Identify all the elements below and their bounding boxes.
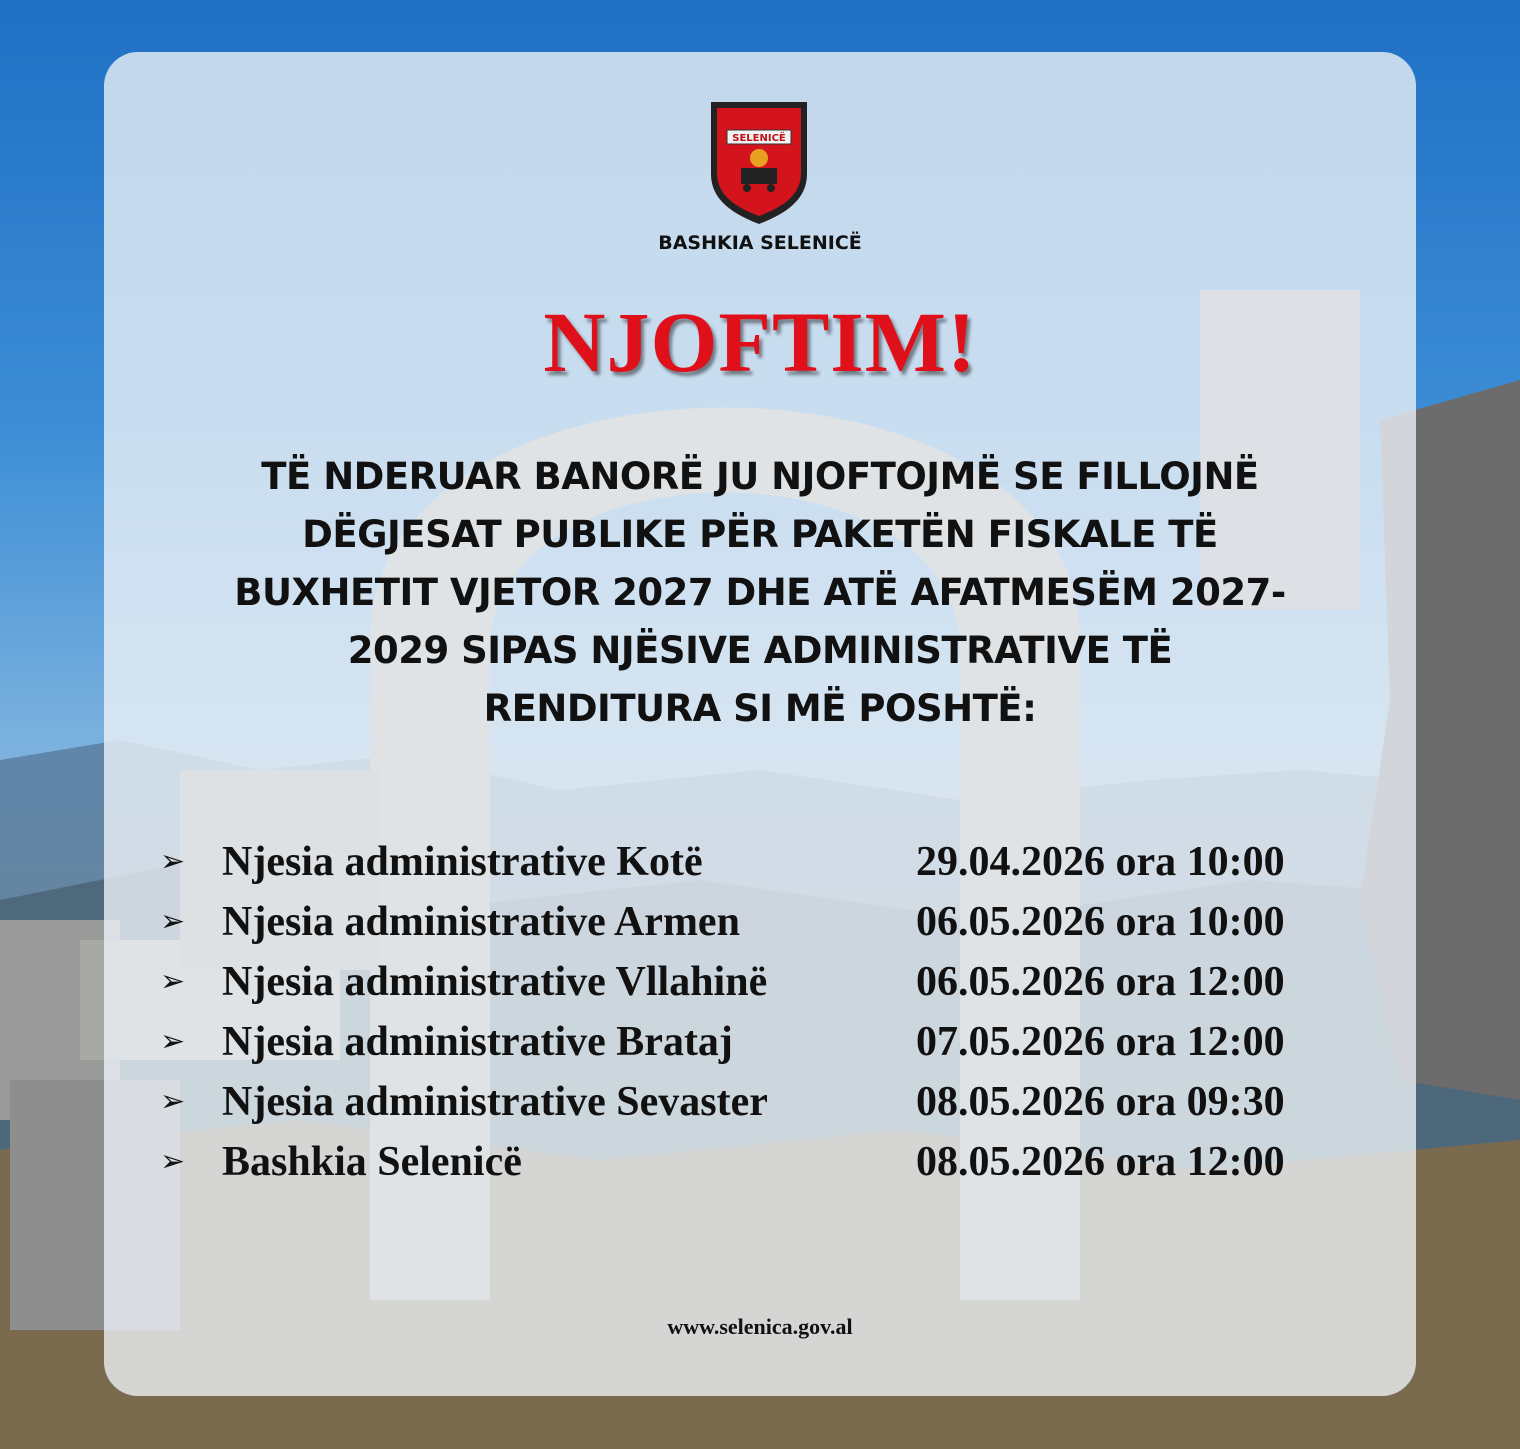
schedule-item	[160, 1072, 1380, 1132]
schedule-datetime: 06.05.2026 ora 12:00	[916, 959, 1285, 1005]
arrow-bullet-icon: ➢	[160, 1024, 186, 1059]
logo-text: SELENICË	[732, 133, 786, 144]
arrow-bullet-icon: ➢	[160, 844, 186, 879]
intro-line: 2029 SIPAS NJËSIVE ADMINISTRATIVE TË	[347, 629, 1173, 672]
intro-line: TË NDERUAR BANORË JU NJOFTOJMË SE FILLOJNË	[261, 455, 1259, 498]
schedule-item	[160, 1132, 1380, 1192]
schedule-item	[160, 892, 1380, 952]
arrow-bullet-icon: ➢	[160, 904, 186, 939]
schedule-unit: Njesia administrative Kotë	[222, 839, 703, 885]
schedule-item	[160, 832, 1380, 892]
schedule-unit: Njesia administrative Vllahinë	[222, 959, 768, 1005]
schedule-unit: Njesia administrative Brataj	[222, 1019, 733, 1065]
intro-line: RENDITURA SI MË POSHTË:	[483, 687, 1037, 730]
arrow-bullet-icon: ➢	[160, 964, 186, 999]
schedule-unit: Njesia administrative Armen	[222, 899, 740, 945]
schedule-item	[160, 1012, 1380, 1072]
schedule-unit: Njesia administrative Sevaster	[222, 1079, 768, 1125]
schedule-item	[160, 952, 1380, 1012]
municipality-logo	[705, 96, 813, 226]
schedule-datetime: 06.05.2026 ora 10:00	[916, 899, 1285, 945]
page-title: NJOFTIM!	[543, 294, 977, 390]
arrow-bullet-icon: ➢	[160, 1144, 186, 1179]
website-link[interactable]: www.selenica.gov.al	[667, 1314, 853, 1339]
intro-line: DËGJESAT PUBLIKE PËR PAKETËN FISKALE TË	[302, 513, 1218, 556]
schedule-datetime: 08.05.2026 ora 12:00	[916, 1139, 1285, 1185]
arrow-bullet-icon: ➢	[160, 1084, 186, 1119]
schedule-datetime: 08.05.2026 ora 09:30	[916, 1079, 1285, 1125]
intro-line: BUXHETIT VJETOR 2027 DHE ATË AFATMESËM 2027-	[234, 571, 1286, 614]
schedule-unit: Bashkia Selenicë	[222, 1139, 522, 1185]
schedule-datetime: 07.05.2026 ora 12:00	[916, 1019, 1285, 1065]
org-name: BASHKIA SELENICË	[658, 232, 862, 254]
intro-text	[150, 448, 1370, 738]
schedule-datetime: 29.04.2026 ora 10:00	[916, 839, 1285, 885]
hearing-schedule	[160, 832, 1380, 1192]
